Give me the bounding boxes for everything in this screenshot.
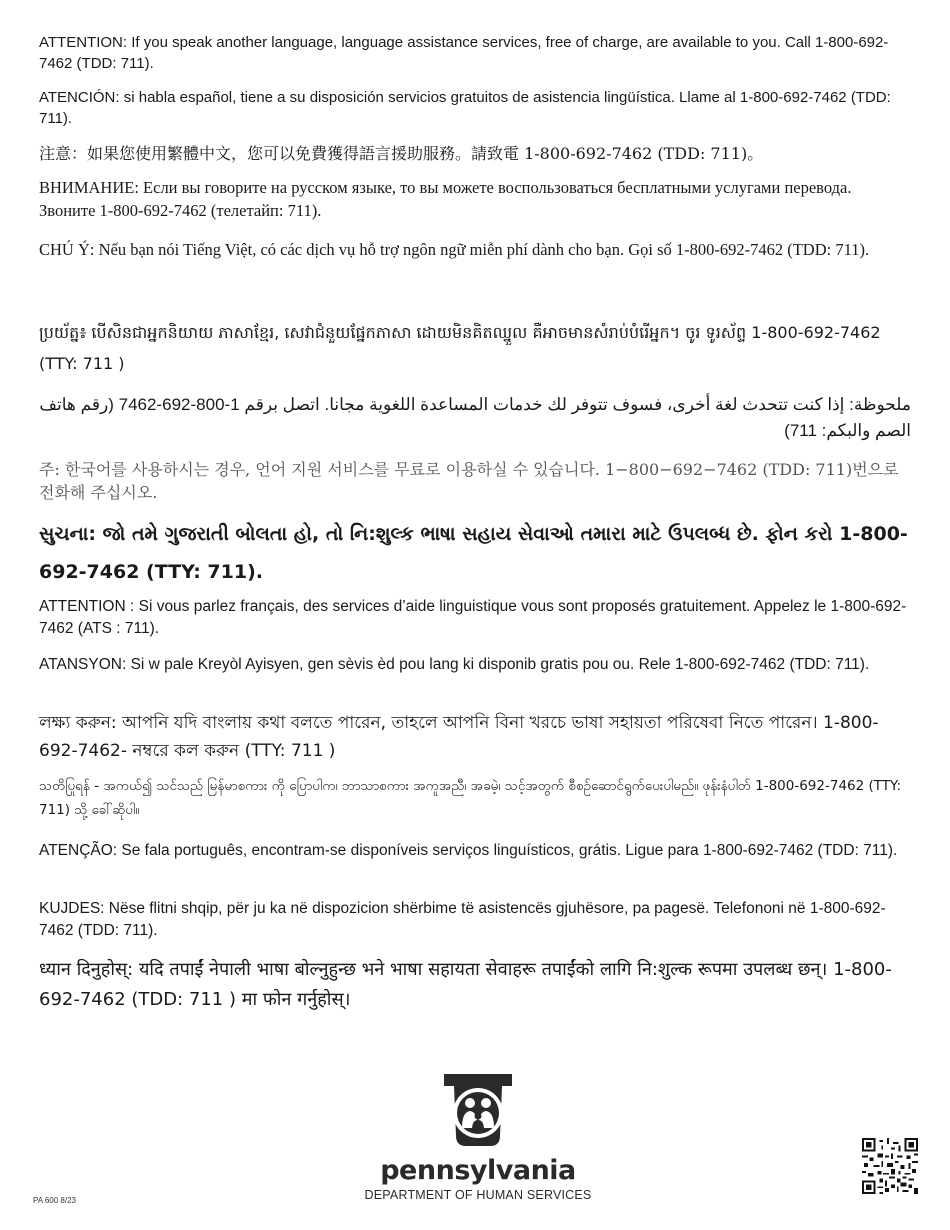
department-name: DEPARTMENT OF HUMAN SERVICES — [364, 1188, 592, 1202]
notice-english: ATTENTION: If you speak another language, language assistance services, free of charge, are available to you. Call 1-800-692-7462 (TDD: 711). — [39, 34, 889, 72]
notice-russian: ВНИМАНИЕ: Если вы говорите на русском языке, то вы можете воспользоваться бесплатными услугами перевода. Звоните 1-800-692-7462 (телетайп: 711). — [39, 178, 852, 220]
notice-french: ATTENTION : Si vous parlez français, des services d’aide linguistique vous sont proposés gratuitement. Appelez le 1-800-692-7462 (ATS : 711). — [39, 598, 907, 637]
notice-chinese: 注意：如果您使用繁體中文，您可以免費獲得語言援助服務。請致電 1-800-692-7462 (TDD: 711)。 — [39, 144, 764, 163]
notice-arabic: ملحوظة: إذا كنت تتحدث لغة أخرى، فسوف تتوفر لك خدمات المساعدة اللغوية مجانا. اتصل برقم 1-800-692-7462 (رقم هاتف الصم والبكم: 711) — [39, 395, 911, 440]
notice-gujarati: સુચના: જો તમે ગુજરાતી બોલતા હો, તો નિ:શુલ્ક ભાષા સહાય સેવાઓ તમારા માટે ઉપલબ્ધ છે. ફોન કરો 1-800-692-7462 (TTY: 711). — [39, 523, 908, 583]
notice-burmese: သတိပြုရန် - အကယ်၍ သင်သည် မြန်မာစကား ကို ပြောပါက၊ ဘာသာစကား အကူအညီ၊ အခမဲ့၊ သင့်အတွက် စီစဉ်ဆောင်ရွက်ပေးပါမည်။ ဖုန်းနံပါတ် 1-800-692-7462 (TTY: 711) သို့ ခေါ်ဆိုပါ။ — [39, 778, 902, 818]
notice-albanian: KUJDES: Nëse flitni shqip, për ju ka në dispozicion shërbime të asistencës gjuhësore, pa pagesë. Telefononi në 1-800-692-7462 (TDD: 711). — [39, 900, 886, 939]
notice-portuguese: ATENÇÃO: Se fala português, encontram-se disponíveis serviços linguísticos, grátis. Ligue para 1-800-692-7462 (TDD: 711). — [39, 842, 898, 859]
notice-korean: 주: 한국어를 사용하시는 경우, 언어 지원 서비스를 무료로 이용하실 수 있습니다. 1−800−692−7462 (TDD: 711)번으로 전화해 주십시오. — [39, 460, 899, 502]
notice-haitian: ATANSYON: Si w pale Kreyòl Ayisyen, gen sèvis èd pou lang ki disponib gratis pou ou. Rele 1-800-692-7462 (TDD: 711). — [39, 656, 870, 673]
notice-vietnamese: CHÚ Ý: Nếu bạn nói Tiếng Việt, có các dịch vụ hỗ trợ ngôn ngữ miễn phí dành cho bạn. Gọi số 1-800-692-7462 (TDD: 711). — [39, 240, 870, 259]
pa-dhs-logo — [348, 1072, 608, 1203]
form-code: PA 600 8/23 — [33, 1196, 76, 1205]
notice-bengali: লক্ষ্য করুন: আপনি যদি বাংলায় কথা বলতে পারেন, তাহলে আপনি বিনা খরচে ভাষা সহায়তা পরিষেবা নিতে পারেন। 1-800-692-7462- নম্বরে কল করুন (TTY: 711 ) — [39, 713, 879, 761]
notice-nepali: ध्यान दिनुहोस्: यदि तपाईं नेपाली भाषा बोल्नुहुन्छ भने भाषा सहायता सेवाहरू तपाईंको लागि नि:शुल्क रूपमा उपलब्ध छन्। 1-800-692-7462 (TDD: 711 ) मा फोन गर्नुहोस्। — [39, 959, 892, 1010]
notice-khmer: ប្រយ័ត្ន៖ បើសិនជាអ្នកនិយាយ ភាសាខ្មែរ, សេវាជំនួយផ្នែកភាសា ដោយមិនគិតឈ្នួល គឺអាចមានសំរាប់បំរើអ្នក។ ចូរ ទូរស័ព្ទ 1-800-692-7462 (TTY: 711 ) — [39, 323, 881, 373]
qr-code-icon — [862, 1138, 918, 1194]
logo-wordmark: pennsylvania — [380, 1155, 576, 1186]
notice-spanish: ATENCIÓN: si habla español, tiene a su disposición servicios gratuitos de asistencia lingüística. Llame al 1-800-692-7462 (TDD: 711). — [39, 89, 891, 127]
keystone-family-icon — [440, 1072, 516, 1148]
